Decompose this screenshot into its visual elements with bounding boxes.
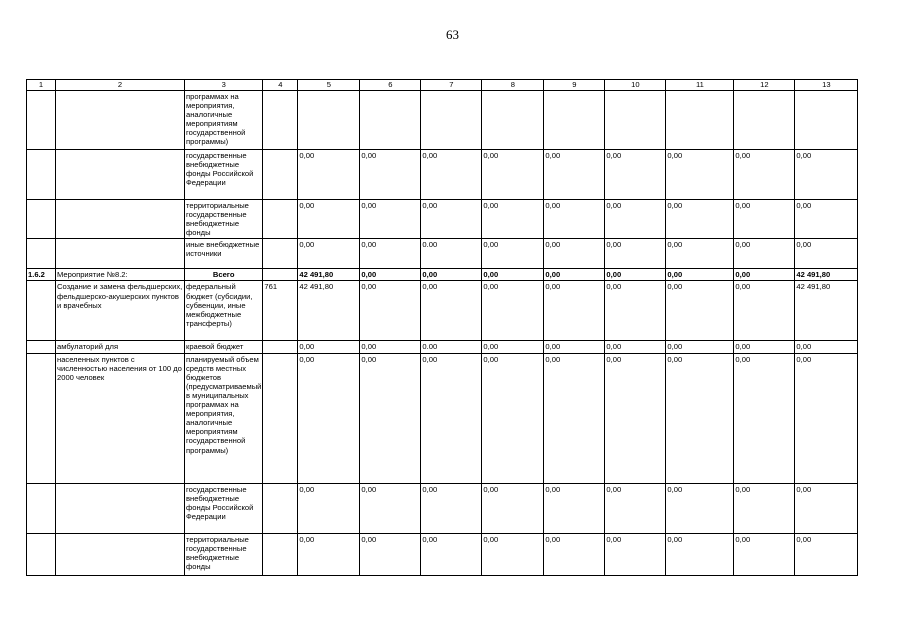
cell-code	[27, 200, 56, 239]
table-row	[27, 91, 858, 150]
cell-value-col-6: 0,00	[360, 269, 421, 281]
column-header-10: 10	[605, 80, 666, 91]
cell-value-col-11: 0,00	[666, 483, 734, 533]
cell-name	[56, 483, 185, 533]
cell-value-col-13: 0,00	[795, 483, 858, 533]
cell-value-col-5: 42 491,80	[298, 281, 360, 341]
column-header-8: 8	[482, 80, 544, 91]
cell-value-col-6	[360, 91, 421, 150]
cell-name	[56, 533, 185, 575]
cell-value-col-12: 0,00	[734, 239, 795, 269]
cell-value-col-10: 0,00	[605, 269, 666, 281]
cell-source: государственные внебюджетные фонды Российской Федерации	[185, 483, 263, 533]
table-row	[27, 239, 858, 269]
cell-value-col-10: 0,00	[605, 353, 666, 483]
cell-code	[27, 239, 56, 269]
cell-value-col-8: 0,00	[482, 483, 544, 533]
cell-value-col-10: 0,00	[605, 150, 666, 200]
table-row	[27, 353, 858, 483]
cell-source: территориальные государственные внебюджетные фонды	[185, 533, 263, 575]
column-header-13: 13	[795, 80, 858, 91]
cell-value-col-9: 0,00	[544, 533, 605, 575]
cell-grbs	[263, 341, 298, 353]
cell-source: программах на мероприятия, аналогичные мероприятиям государственной программы)	[185, 91, 263, 150]
cell-value-col-7	[421, 91, 482, 150]
cell-value-col-13: 42 491,80	[795, 269, 858, 281]
cell-value-col-13: 0,00	[795, 239, 858, 269]
cell-value-col-6: 0,00	[360, 341, 421, 353]
cell-value-col-13	[795, 91, 858, 150]
cell-value-col-10: 0,00	[605, 281, 666, 341]
cell-value-col-12: 0,00	[734, 200, 795, 239]
table-row	[27, 200, 858, 239]
table-row	[27, 341, 858, 353]
cell-value-col-5: 0,00	[298, 200, 360, 239]
column-header-1: 1	[27, 80, 56, 91]
cell-value-col-11	[666, 91, 734, 150]
cell-value-col-8: 0,00	[482, 533, 544, 575]
cell-value-col-8: 0,00	[482, 341, 544, 353]
cell-value-col-6: 0,00	[360, 483, 421, 533]
cell-value-col-5: 42 491,80	[298, 269, 360, 281]
cell-value-col-7: 0,00	[421, 200, 482, 239]
cell-name: амбулаторий для	[56, 341, 185, 353]
cell-name: Создание и замена фельдшерских, фельдшерско-акушерских пунктов и врачебных	[56, 281, 185, 341]
cell-value-col-5: 0,00	[298, 533, 360, 575]
cell-value-col-12: 0,00	[734, 533, 795, 575]
cell-value-col-7: 0,00	[421, 281, 482, 341]
cell-value-col-5: 0,00	[298, 150, 360, 200]
cell-source: территориальные государственные внебюджетные фонды	[185, 200, 263, 239]
cell-value-col-6: 0,00	[360, 239, 421, 269]
cell-code	[27, 341, 56, 353]
cell-value-col-9: 0,00	[544, 353, 605, 483]
cell-value-col-8: 0,00	[482, 353, 544, 483]
cell-value-col-10: 0,00	[605, 341, 666, 353]
cell-value-col-11: 0,00	[666, 239, 734, 269]
cell-value-col-5: 0,00	[298, 353, 360, 483]
cell-name: Мероприятие №8.2:	[56, 269, 185, 281]
cell-value-col-7: 0,00	[421, 269, 482, 281]
cell-source: краевой бюджет	[185, 341, 263, 353]
cell-value-col-11: 0,00	[666, 533, 734, 575]
cell-source: Всего	[185, 269, 263, 281]
budget-table	[26, 79, 858, 576]
cell-value-col-7: 0,00	[421, 353, 482, 483]
cell-value-col-10	[605, 91, 666, 150]
cell-value-col-5: 0,00	[298, 341, 360, 353]
cell-value-col-12: 0,00	[734, 353, 795, 483]
cell-code	[27, 483, 56, 533]
cell-grbs	[263, 533, 298, 575]
column-header-11: 11	[666, 80, 734, 91]
cell-grbs	[263, 483, 298, 533]
cell-value-col-13: 0,00	[795, 533, 858, 575]
cell-value-col-8: 0,00	[482, 150, 544, 200]
table-row	[27, 533, 858, 575]
cell-value-col-8	[482, 91, 544, 150]
cell-grbs	[263, 150, 298, 200]
column-header-5: 5	[298, 80, 360, 91]
table-row	[27, 269, 858, 281]
cell-grbs	[263, 200, 298, 239]
cell-grbs	[263, 269, 298, 281]
column-header-2: 2	[56, 80, 185, 91]
table-row	[27, 150, 858, 200]
table-row	[27, 281, 858, 341]
cell-value-col-13: 0,00	[795, 150, 858, 200]
cell-grbs	[263, 353, 298, 483]
cell-value-col-5	[298, 91, 360, 150]
cell-value-col-7: 0.00	[421, 341, 482, 353]
cell-value-col-9: 0,00	[544, 200, 605, 239]
cell-value-col-13: 0,00	[795, 353, 858, 483]
cell-source: иные внебюджетные источники	[185, 239, 263, 269]
column-header-9: 9	[544, 80, 605, 91]
cell-code	[27, 91, 56, 150]
cell-value-col-12: 0,00	[734, 281, 795, 341]
cell-code	[27, 150, 56, 200]
cell-value-col-12: 0,00	[734, 150, 795, 200]
cell-value-col-9: 0,00	[544, 269, 605, 281]
column-header-4: 4	[263, 80, 298, 91]
cell-value-col-10: 0,00	[605, 200, 666, 239]
table-row	[27, 483, 858, 533]
cell-name	[56, 200, 185, 239]
cell-name	[56, 91, 185, 150]
cell-value-col-10: 0,00	[605, 483, 666, 533]
cell-name	[56, 239, 185, 269]
cell-value-col-13: 42 491,80	[795, 281, 858, 341]
cell-value-col-9: 0,00	[544, 281, 605, 341]
cell-value-col-7: 0,00	[421, 533, 482, 575]
cell-value-col-8: 0,00	[482, 200, 544, 239]
cell-value-col-9: 0,00	[544, 239, 605, 269]
cell-value-col-5: 0,00	[298, 483, 360, 533]
cell-value-col-12: 0,00	[734, 341, 795, 353]
cell-code: 1.6.2	[27, 269, 56, 281]
cell-name: населенных пунктов с численностью населения от 100 до 2000 человек	[56, 353, 185, 483]
cell-value-col-12	[734, 91, 795, 150]
cell-code	[27, 533, 56, 575]
cell-value-col-6: 0,00	[360, 200, 421, 239]
cell-value-col-9: 0,00	[544, 483, 605, 533]
cell-value-col-8: 0,00	[482, 269, 544, 281]
cell-code	[27, 281, 56, 341]
cell-value-col-6: 0,00	[360, 353, 421, 483]
cell-value-col-8: 0,00	[482, 239, 544, 269]
cell-value-col-11: 0,00	[666, 150, 734, 200]
cell-value-col-13: 0,00	[795, 200, 858, 239]
cell-value-col-11: 0,00	[666, 200, 734, 239]
cell-value-col-11: 0,00	[666, 353, 734, 483]
column-header-12: 12	[734, 80, 795, 91]
cell-value-col-6: 0,00	[360, 150, 421, 200]
cell-source: планируемый объем средств местных бюджетов (предусматриваемый в муниципальных программах на мероприятия, аналогичные мероприятиям государственной программы)	[185, 353, 263, 483]
page-number: 63	[446, 27, 459, 42]
cell-source: федеральный бюджет (субсидии, субвенции, иные межбюджетные трансферты)	[185, 281, 263, 341]
cell-value-col-9: 0,00	[544, 341, 605, 353]
cell-value-col-8: 0,00	[482, 281, 544, 341]
column-header-6: 6	[360, 80, 421, 91]
cell-value-col-11: 0,00	[666, 269, 734, 281]
cell-value-col-10: 0,00	[605, 533, 666, 575]
cell-value-col-6: 0,00	[360, 281, 421, 341]
cell-value-col-7: 0,00	[421, 483, 482, 533]
cell-value-col-7: 0.00	[421, 239, 482, 269]
cell-value-col-9: 0,00	[544, 150, 605, 200]
cell-value-col-11: 0,00	[666, 341, 734, 353]
cell-grbs	[263, 239, 298, 269]
cell-value-col-9	[544, 91, 605, 150]
cell-value-col-5: 0,00	[298, 239, 360, 269]
cell-value-col-7: 0,00	[421, 150, 482, 200]
cell-value-col-12: 0,00	[734, 269, 795, 281]
cell-name	[56, 150, 185, 200]
cell-source: государственные внебюджетные фонды Российской Федерации	[185, 150, 263, 200]
cell-value-col-12: 0,00	[734, 483, 795, 533]
cell-value-col-11: 0,00	[666, 281, 734, 341]
column-header-7: 7	[421, 80, 482, 91]
cell-grbs	[263, 91, 298, 150]
cell-value-col-6: 0,00	[360, 533, 421, 575]
cell-code	[27, 353, 56, 483]
cell-value-col-10: 0,00	[605, 239, 666, 269]
header-row	[27, 80, 858, 91]
cell-grbs: 761	[263, 281, 298, 341]
cell-value-col-13: 0,00	[795, 341, 858, 353]
column-header-3: 3	[185, 80, 263, 91]
